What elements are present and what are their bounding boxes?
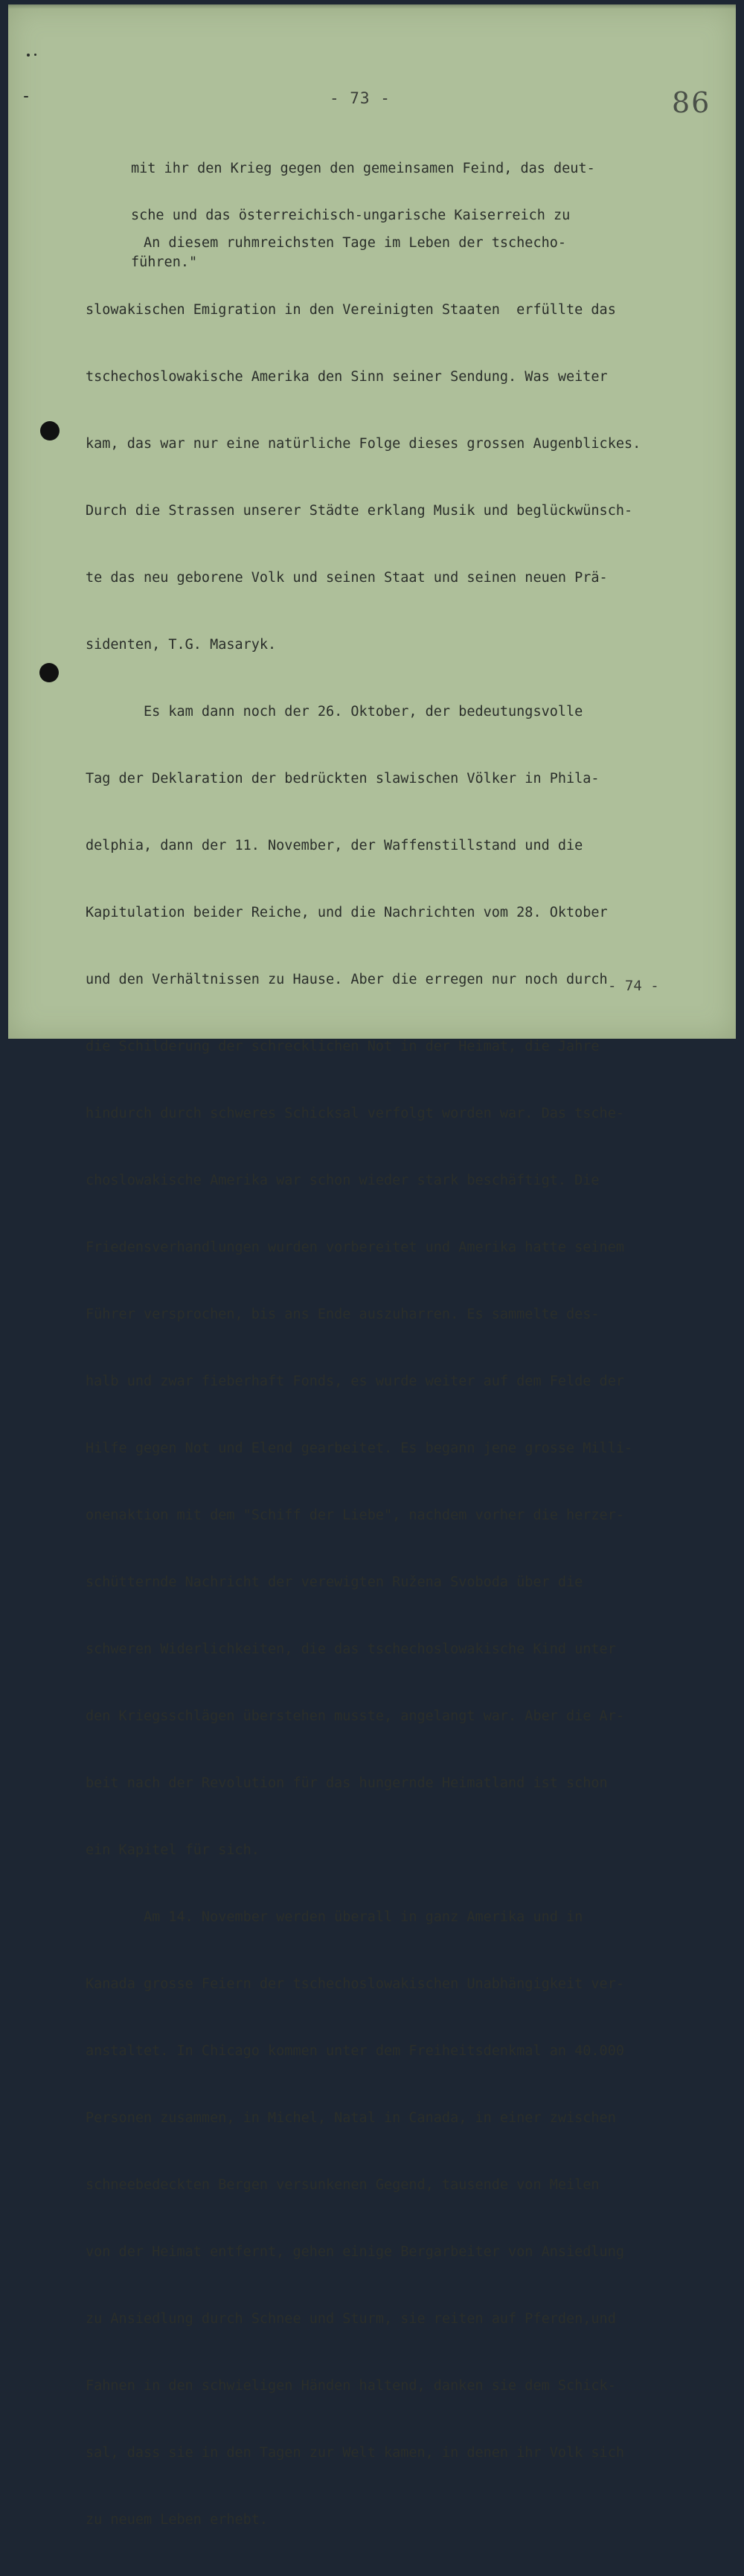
text-line: Personen zusammen, in Michel, Natal in Canada, in einer zwischen xyxy=(86,2110,616,2126)
page-edge-shadow xyxy=(8,4,736,9)
text-line: Kapitulation beider Reiche, und die Nachrichten vom 28. Oktober xyxy=(86,905,608,920)
punch-hole xyxy=(39,663,59,682)
document-page xyxy=(8,4,736,2528)
punch-hole xyxy=(40,421,60,440)
text-line: te das neu geborene Volk und seinen Staat und seinen neuen Prä- xyxy=(86,570,608,586)
text-line: Friedensverhandlungen wurden vorbereitet und Amerika hatte seinem xyxy=(86,1240,624,1255)
text-line: sal, dass sie in den Tagen zur Welt kamen, in denen ihr Volk sich xyxy=(86,2445,624,2461)
text-line: Kanada grosse Feiern der tschechoslowakischen Unabhängigkeit ver- xyxy=(86,1976,624,1992)
text-line: Am 14. November werden überall in ganz Amerika und in xyxy=(86,1909,583,1925)
text-line: mit ihr den Krieg gegen den gemeinsamen Feind, das deut- xyxy=(131,161,595,176)
text-line: kam, das war nur eine natürliche Folge dieses grossen Augenblickes. xyxy=(86,436,641,452)
text-line: sche und das österreichisch-ungarische Kaiserreich zu xyxy=(131,208,571,223)
ink-speck xyxy=(34,54,36,56)
text-line: onenaktion mit dem "Schiff der Liebe", nachdem vorher die herzer- xyxy=(86,1508,624,1523)
text-line: schütternde Nachricht der verewigten Ružena Svoboda über die xyxy=(86,1574,583,1590)
archive-stamp-number: 86 xyxy=(672,86,711,119)
text-line: tschechoslowakische Amerika den Sinn seiner Sendung. Was weiter xyxy=(86,369,608,385)
text-line: Tag der Deklaration der bedrückten slawischen Völker in Phila- xyxy=(86,771,600,786)
text-line: Durch die Strassen unserer Städte erklang Musik und beglückwünsch- xyxy=(86,503,633,519)
page-number: - 73 - xyxy=(330,89,391,107)
text-line: Hilfe gegen Not und Elend gearbeitet. Es begann jene grosse Milli- xyxy=(86,1441,633,1456)
text-line: und den Verhältnissen zu Hause. Aber die erregen nur noch durch xyxy=(86,972,608,987)
text-line: Führer versprochen, bis ans Ende auszuharren. Es sammelte des- xyxy=(86,1307,600,1322)
next-page-number: - 74 - xyxy=(608,978,659,994)
text-line: ein Kapitel für sich. xyxy=(86,1842,260,1858)
text-line: die Schilderung der schrecklichen Not in der Heimat, die Jahre xyxy=(86,1039,600,1054)
text-line: schneebedeckten Bergen versunkenen Gegend, tausende von Meilen xyxy=(86,2177,600,2193)
text-line: An diesem ruhmreichsten Tage im Leben der tschecho- xyxy=(86,235,567,251)
text-line: zu Ansiedlung durch Schnee und Sturm, sie reiten auf Pferden,und xyxy=(86,2311,616,2327)
text-line: führen." xyxy=(131,254,198,270)
text-line: beit nach der Revolution für das hungernde Heimatland ist schon xyxy=(86,1775,608,1791)
body-text xyxy=(86,188,681,2576)
text-line: von der Heimat entfernt, gehen einige Bergarbeiter von Ansiedlung xyxy=(86,2244,624,2260)
text-line: halb und zwar fieberhaft Fonds, es wurde weiter auf dem Felde der xyxy=(86,1374,624,1389)
text-line: slowakischen Emigration in den Vereinigten Staaten erfüllte das xyxy=(86,302,616,318)
text-line: den Kriegsschlägen überstehen musste, angelangt war. Aber die Ar- xyxy=(86,1708,624,1724)
text-line: sidenten, T.G. Masaryk. xyxy=(86,637,277,653)
ink-speck xyxy=(27,54,30,57)
text-line: choslowakische Amerika war schon wieder stark beschäftigt. Die xyxy=(86,1173,600,1188)
text-line: hindurch durch schweres Schicksal verfolgt worden war. Das tsche- xyxy=(86,1106,624,1121)
text-line: delphia, dann der 11. November, der Waffenstillstand und die xyxy=(86,838,583,853)
text-line: anstaltet. In Chicago kommen unter dem Freiheitsdenkmal an 40.000 xyxy=(86,2043,624,2059)
text-line: zu neuem Leben erhebt. xyxy=(86,2512,269,2528)
ink-speck xyxy=(24,96,28,97)
text-line: schweren Widerlichkeiten, die das tschechoslowakische Kind unter xyxy=(86,1641,616,1657)
text-line: Es kam dann noch der 26. Oktober, der bedeutungsvolle xyxy=(86,704,583,720)
text-line: Fahnen in den schwieligen Händen haltend, danken sie dem Schick- xyxy=(86,2378,616,2394)
